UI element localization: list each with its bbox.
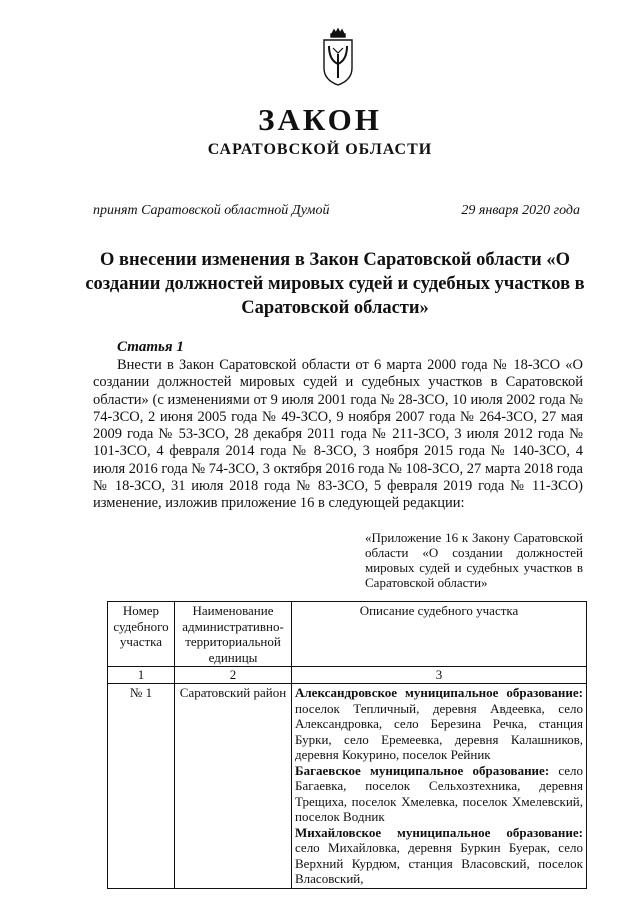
judicial-districts-table — [107, 601, 587, 889]
municipality-settlements: село Багаевка, поселок Сельхозтехника, деревня Трещиха, поселок Хмелевка, поселок Хмелевский, поселок Водник — [295, 762, 584, 824]
appendix-note: «Приложение 16 к Закону Саратовской области «О создании должностей мировых судей и судебных участков в Саратовской области» — [365, 530, 583, 590]
coat-of-arms-icon — [318, 28, 358, 88]
column-header: Описание судебного участка — [292, 602, 587, 667]
law-title: ЗАКОН — [258, 102, 382, 137]
law-subtitle: САРАТОВСКОЙ ОБЛАСТИ — [207, 141, 433, 158]
table-header-row — [108, 602, 587, 667]
adopted-by: принят Саратовской областной Думой — [93, 203, 330, 218]
municipality-name: Михайловское муниципальное образование: — [295, 824, 583, 840]
municipality-name: Александровское муниципальное образование: — [295, 685, 583, 700]
municipality-name: Багаевское муниципальное образование: — [295, 762, 550, 778]
article-text: Внести в Закон Саратовской области от 6 марта 2000 года № 18-ЗСО «О создании должностей мировых судей и судебных участков в Саратовской области» (с изменениями от 9 июля 2001 года № 28-ЗСО, 10 июля 2002 года № 74-ЗСО, 2 июня 2005 года № 49-ЗСО, 9 ноября 2007 года № 264-ЗСО, 27 мая 2009 года № 53-ЗСО, 28 декабря 2011 года № 211-ЗСО, 3 июля 2012 года № 101-ЗСО, 4 февраля 2014 года № 8-ЗСО, 3 ноября 2015 года № 140-ЗСО, 4 июля 2016 года № 74-ЗСО, 3 октября 2016 года № 108-ЗСО, 27 марта 2018 года № 18-ЗСО, 31 июля 2018 года № 83-ЗСО, 5 февраля 2019 года № 11-ЗСО) изменение, изложив приложение 16 в следующей редакции: — [93, 357, 583, 512]
law-heading: О внесении изменения в Закон Саратовской области «О создании должностей мировых судей и судебных участков в Саратовской области» — [85, 250, 585, 318]
column-number-row — [108, 667, 587, 684]
article-title: Статья 1 — [117, 339, 184, 355]
district-description — [292, 684, 587, 889]
district-unit: Саратовский район — [175, 684, 292, 889]
municipality-settlements: село Михайловка, деревня Буркин Буерак, село Верхний Курдюм, станция Власовский, поселок Власовский, — [295, 840, 583, 886]
municipality-settlements: поселок Тепличный, деревня Авдеевка, село Александровка, село Березина Речка, станция Бурки, село Еремеевка, деревня Калашников, деревня Кокурино, поселок Рейник — [295, 700, 583, 762]
column-number: 1 — [108, 667, 175, 684]
column-header: Наименование административно-территориальной единицы — [175, 602, 292, 667]
column-number: 3 — [292, 667, 587, 684]
adopted-date: 29 января 2020 года — [461, 203, 580, 218]
table-row — [108, 684, 587, 889]
column-header: Номер судебного участка — [108, 602, 175, 667]
municipality-entry — [295, 763, 583, 825]
municipality-entry — [295, 825, 583, 887]
column-number: 2 — [175, 667, 292, 684]
district-number: № 1 — [108, 684, 175, 889]
municipality-entry — [295, 685, 583, 763]
